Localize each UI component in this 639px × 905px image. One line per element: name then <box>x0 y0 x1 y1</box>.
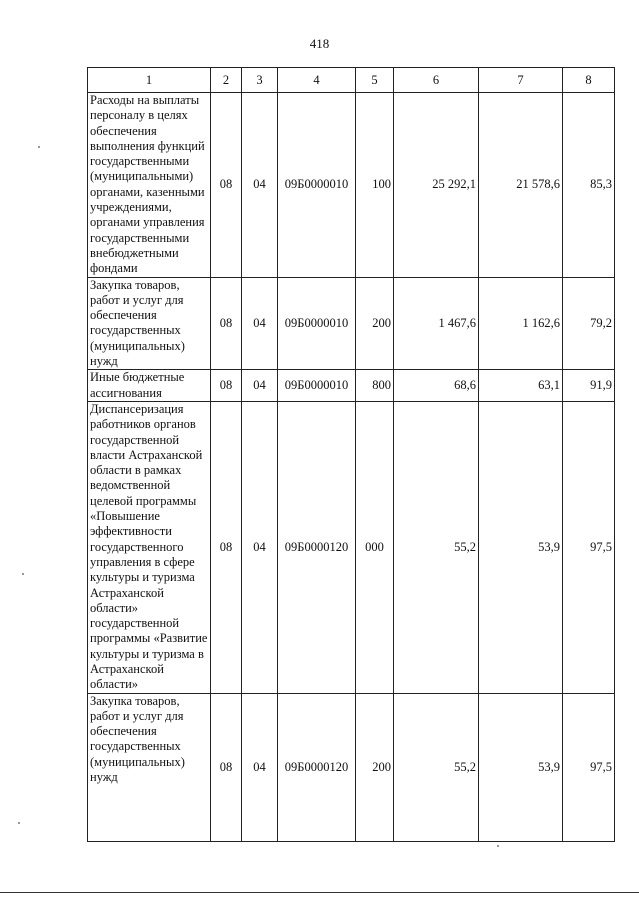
column-header: 3 <box>242 68 278 93</box>
subsection-cell: 04 <box>242 401 278 693</box>
row-name-cell: Расходы на выплаты персоналу в целях обеспечения выполнения функций государственными (муниципальными) органами, казенными учреждениями, органами управления государственными внебюджетными фондами <box>88 93 211 278</box>
row-name-cell: Закупка товаров, работ и услуг для обеспечения государственных (муниципальных) нужд <box>88 693 211 841</box>
column-header: 6 <box>394 68 479 93</box>
table-row <box>88 693 615 841</box>
column-header: 4 <box>278 68 356 93</box>
section-cell: 08 <box>211 401 242 693</box>
column-header: 7 <box>479 68 563 93</box>
planned-amount-cell: 25 292,1 <box>394 93 479 278</box>
section-cell: 08 <box>211 370 242 402</box>
column-header: 8 <box>563 68 615 93</box>
target-code-cell: 09Б0000010 <box>278 370 356 402</box>
target-code-cell: 09Б0000120 <box>278 693 356 841</box>
planned-amount-cell: 1 467,6 <box>394 277 479 370</box>
actual-amount-cell: 21 578,6 <box>479 93 563 278</box>
actual-amount-cell: 1 162,6 <box>479 277 563 370</box>
scan-speck <box>18 822 20 824</box>
percent-cell: 97,5 <box>563 693 615 841</box>
target-code-cell: 09Б0000010 <box>278 93 356 278</box>
expense-type-cell: 100 <box>356 93 394 278</box>
table-row <box>88 370 615 402</box>
planned-amount-cell: 55,2 <box>394 693 479 841</box>
page-number: 418 <box>309 36 330 51</box>
column-header: 5 <box>356 68 394 93</box>
budget-table <box>87 67 615 842</box>
percent-cell: 97,5 <box>563 401 615 693</box>
expense-type-cell: 800 <box>356 370 394 402</box>
actual-amount-cell: 53,9 <box>479 693 563 841</box>
percent-cell: 91,9 <box>563 370 615 402</box>
table-row <box>88 277 615 370</box>
bottom-scan-edge <box>0 892 639 893</box>
actual-amount-cell: 53,9 <box>479 401 563 693</box>
expense-type-cell: 000 <box>356 401 394 693</box>
subsection-cell: 04 <box>242 693 278 841</box>
target-code-cell: 09Б0000120 <box>278 401 356 693</box>
table-row <box>88 93 615 278</box>
planned-amount-cell: 68,6 <box>394 370 479 402</box>
row-name-cell: Диспансеризация работников органов государственной власти Астраханской области в рамках ведомственной целевой программы «Повышение эффективности государственного управления в сфере культуры и туризма Астраханской области» государственной программы «Развитие культуры и туризма в Астраханской области» <box>88 401 211 693</box>
percent-cell: 79,2 <box>563 277 615 370</box>
scan-speck <box>38 146 40 148</box>
subsection-cell: 04 <box>242 370 278 402</box>
expense-type-cell: 200 <box>356 693 394 841</box>
scan-speck <box>22 573 24 575</box>
actual-amount-cell: 63,1 <box>479 370 563 402</box>
subsection-cell: 04 <box>242 277 278 370</box>
section-cell: 08 <box>211 93 242 278</box>
column-header: 1 <box>88 68 211 93</box>
row-name-cell: Иные бюджетные ассигнования <box>88 370 211 402</box>
column-header: 2 <box>211 68 242 93</box>
section-cell: 08 <box>211 277 242 370</box>
scan-speck <box>497 845 499 847</box>
table-row <box>88 401 615 693</box>
table-header-row <box>88 68 615 93</box>
expense-type-cell: 200 <box>356 277 394 370</box>
planned-amount-cell: 55,2 <box>394 401 479 693</box>
row-name-cell: Закупка товаров, работ и услуг для обеспечения государственных (муниципальных) нужд <box>88 277 211 370</box>
section-cell: 08 <box>211 693 242 841</box>
subsection-cell: 04 <box>242 93 278 278</box>
target-code-cell: 09Б0000010 <box>278 277 356 370</box>
percent-cell: 85,3 <box>563 93 615 278</box>
